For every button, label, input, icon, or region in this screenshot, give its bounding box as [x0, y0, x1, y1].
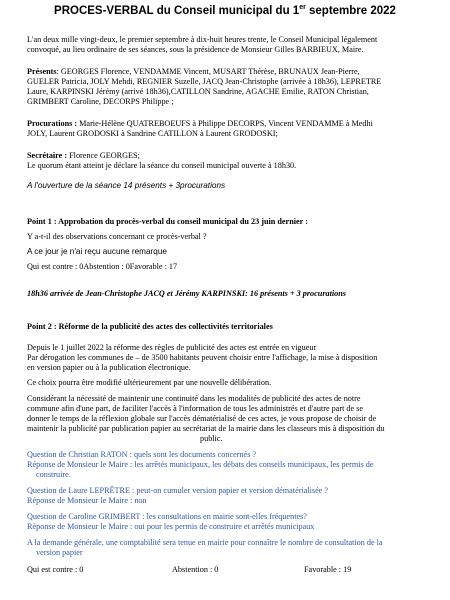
secretaire-label: Secrétaire :: [27, 151, 68, 160]
qa-note: A la demande générale, une comptabilité sera tenue en mairie pour connaître le nombre de consultation de la: [27, 538, 383, 547]
ouverture-note: A l'ouverture de la séance 14 présents + 3procurations: [27, 181, 226, 190]
point2-heading: Point 2 : Réforme de la publicité des actes des collectivités territoriales: [27, 322, 273, 331]
qa-answer: Réponse de Monsieur le Maire : oui pour les permis de construire et arrêtés municipaux: [27, 522, 315, 531]
presents-line: Laure, KARPINSKI Jérémy (arrivé 18h36),CATILLON Sandrine, AGACHE Emilie, RATON Christian,: [27, 87, 369, 96]
procurations-label: Procurations :: [27, 119, 78, 128]
point2-paragraph-line: commune afin d'une part, de faciliter l'accès à l'information de tous les administrés et d'autre part de se: [27, 404, 364, 413]
procurations-line: JOLY, Laurent GRODOSKI à Sandrine CATILLON à Laurent GRODOSKI;: [27, 129, 278, 138]
point2-paragraph-line: Depuis le 1 juillet 2022 la réforme des règles de publicité des actes est entrée en vigueur: [27, 343, 317, 352]
presents-line: Présents: GEORGES Florence, VENDAMME Vincent, MUSART Thérèse, BRUNAUX Jean-Pierre,: [27, 67, 360, 76]
presents-line: GUELER Patricia, JOLY Mehdi, REGNIER Suzelle, JACQ Jean-Christophe (arrivée à 18h36), LEPRETRE: [27, 77, 382, 86]
qa-question: Question de Laure LEPRÊTRE : peut-on cumuler version papier et version dématérialisée ?: [27, 486, 329, 495]
secretaire-line: Secrétaire : Florence GEORGES;: [27, 151, 140, 160]
point2-paragraph-line: Par dérogation les communes de – de 3500 habitants peuvent choisir entre l'affichage, la mise à disposition: [27, 353, 378, 362]
qa-answer: construire.: [36, 470, 71, 479]
intro-line: convoqué, au lieu ordinaire de ses séances, sous la présidence de Monsieur Gilles BARBIEUX, Maire.: [27, 45, 364, 54]
quorum-line: Le quorum étant atteint je déclare la séance du conseil municipal ouverte à 18h30.: [27, 161, 297, 170]
procurations-line: Procurations : Marie-Hélène QUATREBOEUFS à Philippe DECORPS, Vincent VENDAMME à Medhi: [27, 119, 373, 128]
point2-vote-contre: Qui est contre : 0: [27, 565, 84, 574]
point2-vote-favorable: Favorable : 19: [304, 565, 352, 574]
point1-heading: Point 1 : Approbation du procès-verbal du conseil municipal du 23 juin dernier :: [27, 217, 308, 226]
presents-line: GRIMBERT Caroline, DECORPS Philippe ;: [27, 97, 174, 106]
point2-paragraph-line: Considérant la nécessité de maintenir une continuité dans les modalités de publicité des actes de notre: [27, 394, 361, 403]
qa-question: Question de Caroline GRIMBERT : les consultations en mairie sont-elles fréquentes?: [27, 512, 307, 521]
arrivee-note: 18h36 arrivée de Jean-Christophe JACQ et Jérémy KARPINSKI: 16 présents + 3 procurations: [27, 289, 346, 298]
point2-paragraph-line: maintenir la publicité par publication papier au secrétariat de la mairie dans les classeurs mis à disposition du: [27, 424, 385, 433]
point2-paragraph-line: public.: [200, 434, 223, 443]
point1-question: Y a-t-il des observations concernant ce procès-verbal ?: [27, 232, 207, 241]
point1-answer: A ce jour je n'ai reçu aucune remarque: [27, 247, 167, 256]
page-title: PROCES-VERBAL du Conseil municipal du 1er septembre 2022: [54, 4, 396, 17]
point2-vote-abstention: Abstention : 0: [172, 565, 219, 574]
qa-answer: Réponse de Monsieur le Maire : les arrêtés municipaux, les débats des conseils municipaux, les permis de: [27, 460, 374, 469]
point2-paragraph-line: en version papier ou à la publication électronique.: [27, 363, 191, 372]
qa-question: Question de Christian RATON : quels sont les documents concernés ?: [27, 450, 257, 459]
qa-answer: Réponse de Monsieur le Maire : non: [27, 496, 147, 505]
point1-vote: Qui est contre : 0Abstention : 0Favorable : 17: [27, 262, 178, 271]
point2-paragraph-line: Ce choix pourra être modifié ultérieurement par une nouvelle délibération.: [27, 378, 272, 387]
point2-paragraph-line: donner le temps de la réflexion globale sur l'accès dématérialisé de ces actes, je vous propose de choisir de: [27, 414, 377, 423]
qa-note: version papier: [36, 548, 83, 557]
presents-label: Présents: [27, 67, 57, 76]
intro-line: L'an deux mille vingt-deux, le premier septembre à dix-huit heures trente, le Conseil Municipal légalement: [27, 35, 378, 44]
